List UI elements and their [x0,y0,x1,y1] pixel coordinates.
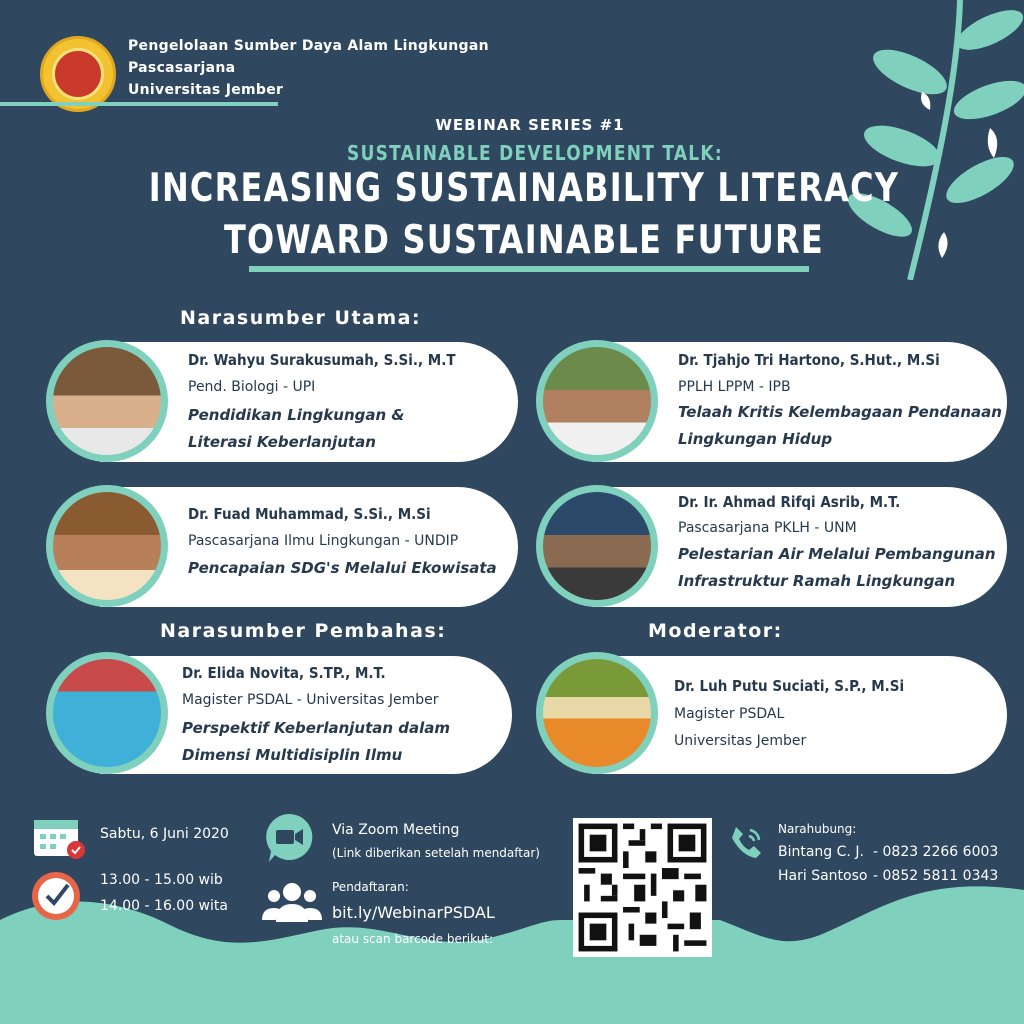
speaker-topic-line2: Literasi Keberlanjutan [188,433,376,451]
university-logo [40,36,116,112]
registration-qr-code[interactable] [573,818,712,957]
org-name-line2: Pascasarjana [128,60,236,76]
org-name-line1: Pengelolaan Sumber Daya Alam Lingkungan [128,38,489,54]
registration-link[interactable]: bit.ly/WebinarPSDAL [332,903,495,922]
registration-note: atau scan barcode berikut: [332,932,494,946]
speaker-topic-line2: Dimensi Multidisiplin Ilmu [182,746,403,764]
speaker-affiliation: Magister PSDAL - Universitas Jember [182,692,439,708]
people-icon [260,880,324,924]
event-date: Sabtu, 6 Juni 2020 [100,826,229,842]
moderator-photo [536,652,658,774]
logo-emblem [52,48,104,100]
moderator-affiliation: Magister PSDAL [674,706,785,722]
section-main-speakers: Narasumber Utama: [180,307,422,329]
speaker-affiliation: PPLH LPPM - IPB [678,379,791,395]
speaker-name: Dr. Wahyu Surakusumah, S.Si., M.T [188,351,456,369]
event-subtitle: SUSTAINABLE DEVELOPMENT TALK: [347,141,723,165]
header-divider [0,102,278,106]
speaker-photo-4 [536,485,658,607]
section-discussant: Narasumber Pembahas: [160,620,447,642]
clock-icon [30,868,86,924]
contact2-name: Hari Santoso [778,868,868,884]
event-title-line2: TOWARD SUSTAINABLE FUTURE [224,218,824,263]
contact-label: Narahubung: [778,822,857,836]
speaker-affiliation: Pascasarjana Ilmu Lingkungan - UNDIP [188,533,459,549]
phone-icon [728,824,764,860]
title-divider [249,266,809,272]
speaker-topic-line1: Telaah Kritis Kelembagaan Pendanaan [678,403,1002,421]
speaker-affiliation: Pascasarjana PKLH - UNM [678,520,857,536]
video-call-icon [264,812,314,864]
speaker-name: Dr. Elida Novita, S.TP., M.T. [182,664,386,682]
speaker-topic-line2: Lingkungan Hidup [678,430,833,448]
moderator-affiliation-line2: Universitas Jember [674,733,807,749]
speaker-affiliation: Pend. Biologi - UPI [188,379,316,395]
contact2-phone: - 0852 5811 0343 [873,868,999,884]
platform-note: (Link diberikan setelah mendaftar) [332,846,540,860]
speaker-name: Dr. Fuad Muhammad, S.Si., M.Si [188,505,431,523]
org-name-line3: Universitas Jember [128,82,284,98]
contact1-phone: - 0823 2266 6003 [873,844,999,860]
speaker-topic-line2: Infrastruktur Ramah Lingkungan [678,572,956,590]
time-wita: 14.00 - 16.00 wita [100,898,228,914]
webinar-series: WEBINAR SERIES #1 [435,116,625,134]
speaker-photo-2 [536,340,658,462]
speaker-photo-3 [46,485,168,607]
time-wib: 13.00 - 15.00 wib [100,872,223,888]
speaker-photo-1 [46,340,168,462]
speaker-topic-line1: Perspektif Keberlanjutan dalam [182,719,451,737]
speaker-photo-5 [46,652,168,774]
speaker-name: Dr. Ir. Ahmad Rifqi Asrib, M.T. [678,493,901,511]
moderator-name: Dr. Luh Putu Suciati, S.P., M.Si [674,677,905,695]
platform-name: Via Zoom Meeting [332,822,460,838]
event-title-line1: INCREASING SUSTAINABILITY LITERACY [148,166,900,211]
speaker-topic-line1: Pelestarian Air Melalui Pembangunan [678,545,996,563]
registration-label: Pendaftaran: [332,880,409,894]
calendar-icon [32,814,86,860]
contact1-name: Bintang C. J. [778,844,864,860]
speaker-topic-line1: Pendidikan Lingkungan & [188,406,405,424]
speaker-topic: Pencapaian SDG's Melalui Ekowisata [188,559,497,577]
section-moderator: Moderator: [648,620,783,642]
speaker-name: Dr. Tjahjo Tri Hartono, S.Hut., M.Si [678,351,940,369]
qr-pattern [573,818,712,957]
